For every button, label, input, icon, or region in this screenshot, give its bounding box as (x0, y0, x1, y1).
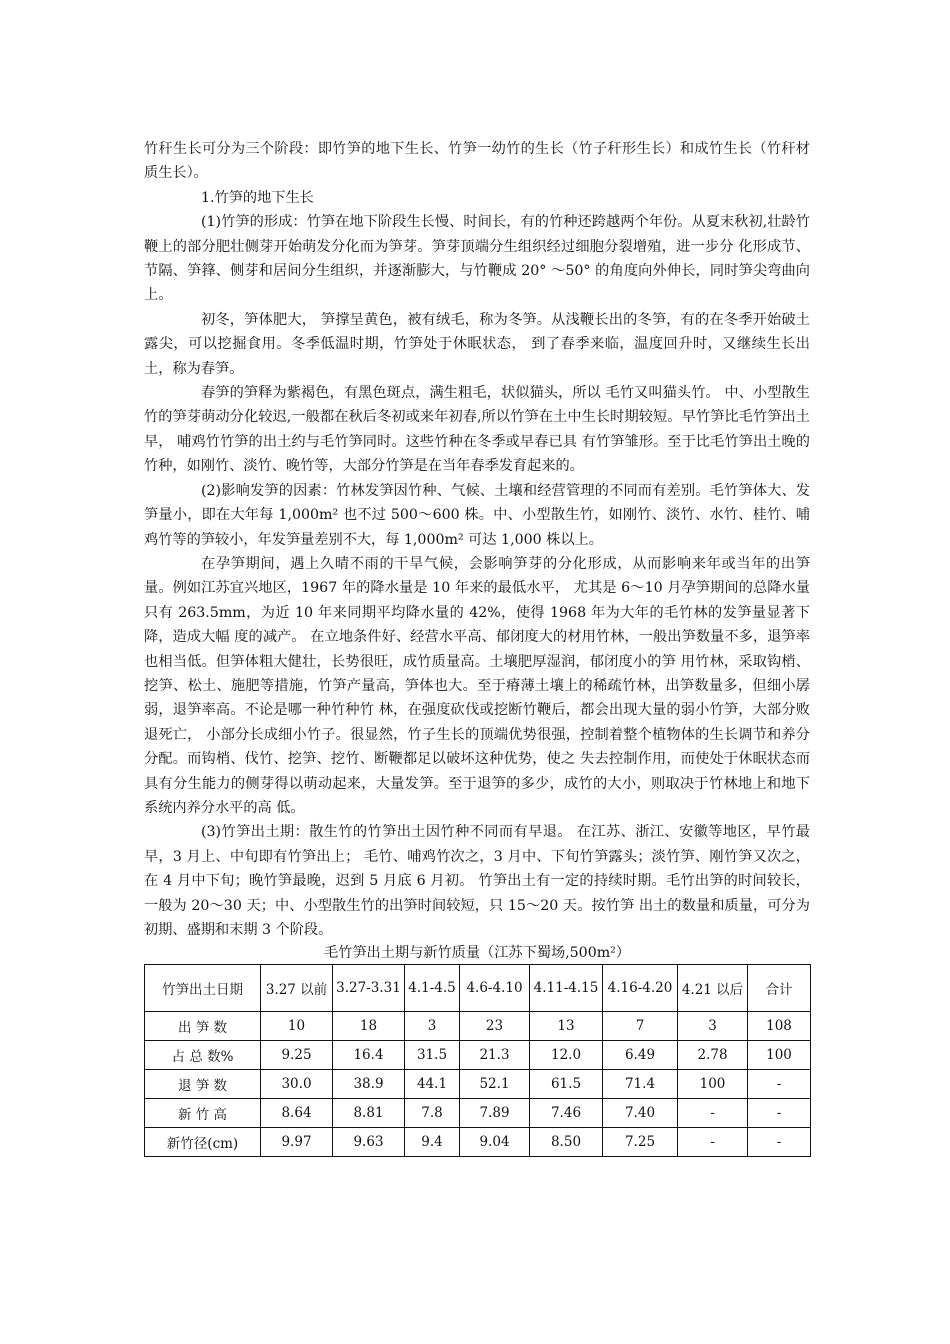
header-cell: 4.1-4.5 (405, 965, 460, 1012)
table-cell: 16.4 (333, 1041, 405, 1070)
table-cell: 10 (261, 1012, 333, 1041)
table-row (145, 1099, 811, 1128)
table-cell: 9.04 (460, 1128, 530, 1157)
table-cell: - (748, 1099, 811, 1128)
table-cell: 出 笋 数 (145, 1012, 261, 1041)
paragraph-drought: 在孕笋期间，遇上久晴不雨的干旱气候，会影响笋芽的分化形成，从而影响来年或当年的出笋量。例如江苏宜兴地区，1967 年的降水量是 10 年来的最低水平， 尤其是 6～10 月孕笋期间的总降水量只有 263.5mm，为近 10 年来同期平均降水量的 42%，使得 1968 年为大年的毛竹林的发笋量显著下降，造成大幅 度的减产。 在立地条件好、经营水平高、郁闭度大的材用竹林，一般出笋数量不多，退笋率也相当低。但笋体粗大健壮，长势很旺，成竹质量高。土壤肥厚湿润，郁闭度小的笋 用竹林，采取钩梢、挖笋、松土、施肥等措施，竹笋产量高，笋体也大。至于瘠薄土壤上的稀疏竹林，出笋数量多，但细小孱弱，退笋率高。不论是哪一种竹种竹 林，在强度砍伐或挖断竹鞭后，都会出现大量的弱小竹笋，大部分败退死亡， 小部分长成细小竹子。很显然，竹子生长的顶端优势很强，控制着整个植物体的生长调节和养分分配。而钩梢、伐竹、挖笋、挖竹、断鞭都足以破坏这种优势，使之 失去控制作用，而使处于休眠状态而具有分生能力的侧芽得以萌动起来，大量发笋。至于退笋的多少，成竹的大小，则取决于竹林地上和地下系统内养分水平的高 低。 (144, 555, 810, 816)
table-caption: 毛竹笋出土期与新竹质量（江苏下蜀场,500m²） (323, 945, 631, 962)
table-cell: 31.5 (405, 1041, 460, 1070)
table-row (145, 1041, 811, 1070)
table-cell: 13 (530, 1012, 603, 1041)
paragraph-formation: (1)竹笋的形成：竹笋在地下阶段生长慢、时间长，有的竹种还跨越两个年份。从夏末秋初,壮龄竹鞭上的部分肥壮侧芽开始萌发分化而为笋芽。笋芽顶端分生组织经过细胞分裂增殖，进一步分 化形成节、节隔、笋箨、侧芽和居间分生组织，并逐渐膨大，与竹鞭成 20° ～50° 的角度向外伸长，同时笋尖弯曲向上。 (144, 214, 810, 304)
table-cell: 新 竹 高 (145, 1099, 261, 1128)
table-cell: 7.40 (603, 1099, 678, 1128)
shoot-emergence-table (144, 964, 811, 1157)
header-cell: 4.16-4.20 (603, 965, 678, 1012)
table-cell: 12.0 (530, 1041, 603, 1070)
table-cell: 7.46 (530, 1099, 603, 1128)
table-cell: 占 总 数% (145, 1041, 261, 1070)
header-cell: 3.27 以前 (261, 965, 333, 1012)
table-cell: 100 (748, 1041, 811, 1070)
table-cell: 44.1 (405, 1070, 460, 1099)
table-cell: 3 (405, 1012, 460, 1041)
table-cell: - (678, 1099, 748, 1128)
table-cell: 8.64 (261, 1099, 333, 1128)
table-cell: 6.49 (603, 1041, 678, 1070)
table-cell: 7.8 (405, 1099, 460, 1128)
header-cell: 4.6-4.10 (460, 965, 530, 1012)
header-cell: 竹笋出土日期 (145, 965, 261, 1012)
paragraph-winter-shoot: 初冬，笋体肥大， 笋撑呈黄色，被有绒毛，称为冬笋。从浅鞭长出的冬笋，有的在冬季开始破土露尖，可以挖掘食用。冬季低温时期，竹笋处于休眠状态， 到了春季来临，温度回升时，又继续生长出土，称为春笋。 (144, 311, 810, 377)
table-cell: 71.4 (603, 1070, 678, 1099)
table-header-row (145, 965, 811, 1012)
table-cell: 8.50 (530, 1128, 603, 1157)
header-cell: 合计 (748, 965, 811, 1012)
table-cell: 7 (603, 1012, 678, 1041)
table-cell: 3 (678, 1012, 748, 1041)
table-cell: 退 笋 数 (145, 1070, 261, 1099)
table-cell: - (678, 1128, 748, 1157)
table-cell: 23 (460, 1012, 530, 1041)
table-cell: 30.0 (261, 1070, 333, 1099)
paragraph-factors: (2)影响发笋的因素：竹林发笋因竹种、气候、土壤和经营管理的不同而有差别。毛竹笋体大、发笋量小，即在大年每 1,000m² 也不过 500～600 株。中、小型散生竹，如刚竹、淡竹、水竹、桂竹、哺鸡竹等的笋较小，年发笋量差别不大，每 1,000m² 可达 1,000 株以上。 (144, 482, 810, 548)
table-cell: 9.97 (261, 1128, 333, 1157)
section-heading: 1.竹笋的地下生长 (201, 189, 314, 206)
table-cell: 108 (748, 1012, 811, 1041)
table-row (145, 1128, 811, 1157)
table-cell: 61.5 (530, 1070, 603, 1099)
header-cell: 3.27-3.31 (333, 965, 405, 1012)
table-cell: 新竹径(cm) (145, 1128, 261, 1157)
table-row (145, 1070, 811, 1099)
table-row (145, 1012, 811, 1041)
table-cell: 18 (333, 1012, 405, 1041)
table-cell: 9.25 (261, 1041, 333, 1070)
table-cell: 9.4 (405, 1128, 460, 1157)
table-cell: 21.3 (460, 1041, 530, 1070)
header-cell: 4.11-4.15 (530, 965, 603, 1012)
header-cell: 4.21 以后 (678, 965, 748, 1012)
table-cell: 8.81 (333, 1099, 405, 1128)
table-cell: 52.1 (460, 1070, 530, 1099)
table-cell: 2.78 (678, 1041, 748, 1070)
paragraph-spring-shoot: 春笋的笋释为紫褐色，有黑色斑点，满生粗毛，状似猫头，所以 毛竹又叫猫头竹。 中、小型散生竹的笋芽萌动分化较迟,一般都在秋后冬初或来年初春,所以竹笋在土中生长时期较短。早竹笋比毛竹笋出土早， 哺鸡竹竹笋的出土约与毛竹笋同时。这些竹种在冬季或早春已具 有竹笋雏形。至于比毛竹笋出土晚的竹种，如刚竹、淡竹、晚竹等，大部分竹笋是在当年春季发育起来的。 (144, 385, 810, 475)
document-page (144, 137, 810, 1157)
table-cell: 38.9 (333, 1070, 405, 1099)
table-cell: 7.25 (603, 1128, 678, 1157)
table-cell: 100 (678, 1070, 748, 1099)
table-cell: 9.63 (333, 1128, 405, 1157)
table-cell: 7.89 (460, 1099, 530, 1128)
table-cell: - (748, 1128, 811, 1157)
intro-paragraph: 竹秆生长可分为三个阶段：即竹笋的地下生长、竹笋一幼竹的生长（竹子秆形生长）和成竹生长（竹秆材质生长）。 (144, 141, 810, 182)
table-cell: - (748, 1070, 811, 1099)
paragraph-emergence: (3)竹笋出土期：散生竹的竹笋出土因竹种不同而有早退。 在江苏、浙江、安徽等地区，早竹最早，3 月上、中旬即有竹笋出上； 毛竹、哺鸡竹次之，3 月中、下旬竹笋露头；淡竹笋、刚竹笋又次之， 在 4 月中下旬；晚竹笋最晚，迟到 5 月底 6 月初。 竹笋出土有一定的持续时期。毛竹出笋的时间较长，一般为 20～30 天；中、小型散生竹的出笋时间较短，只 15～20 天。按竹笋 出土的数量和质量，可分为初期、盛期和末期 3 个阶段。 (144, 824, 810, 938)
